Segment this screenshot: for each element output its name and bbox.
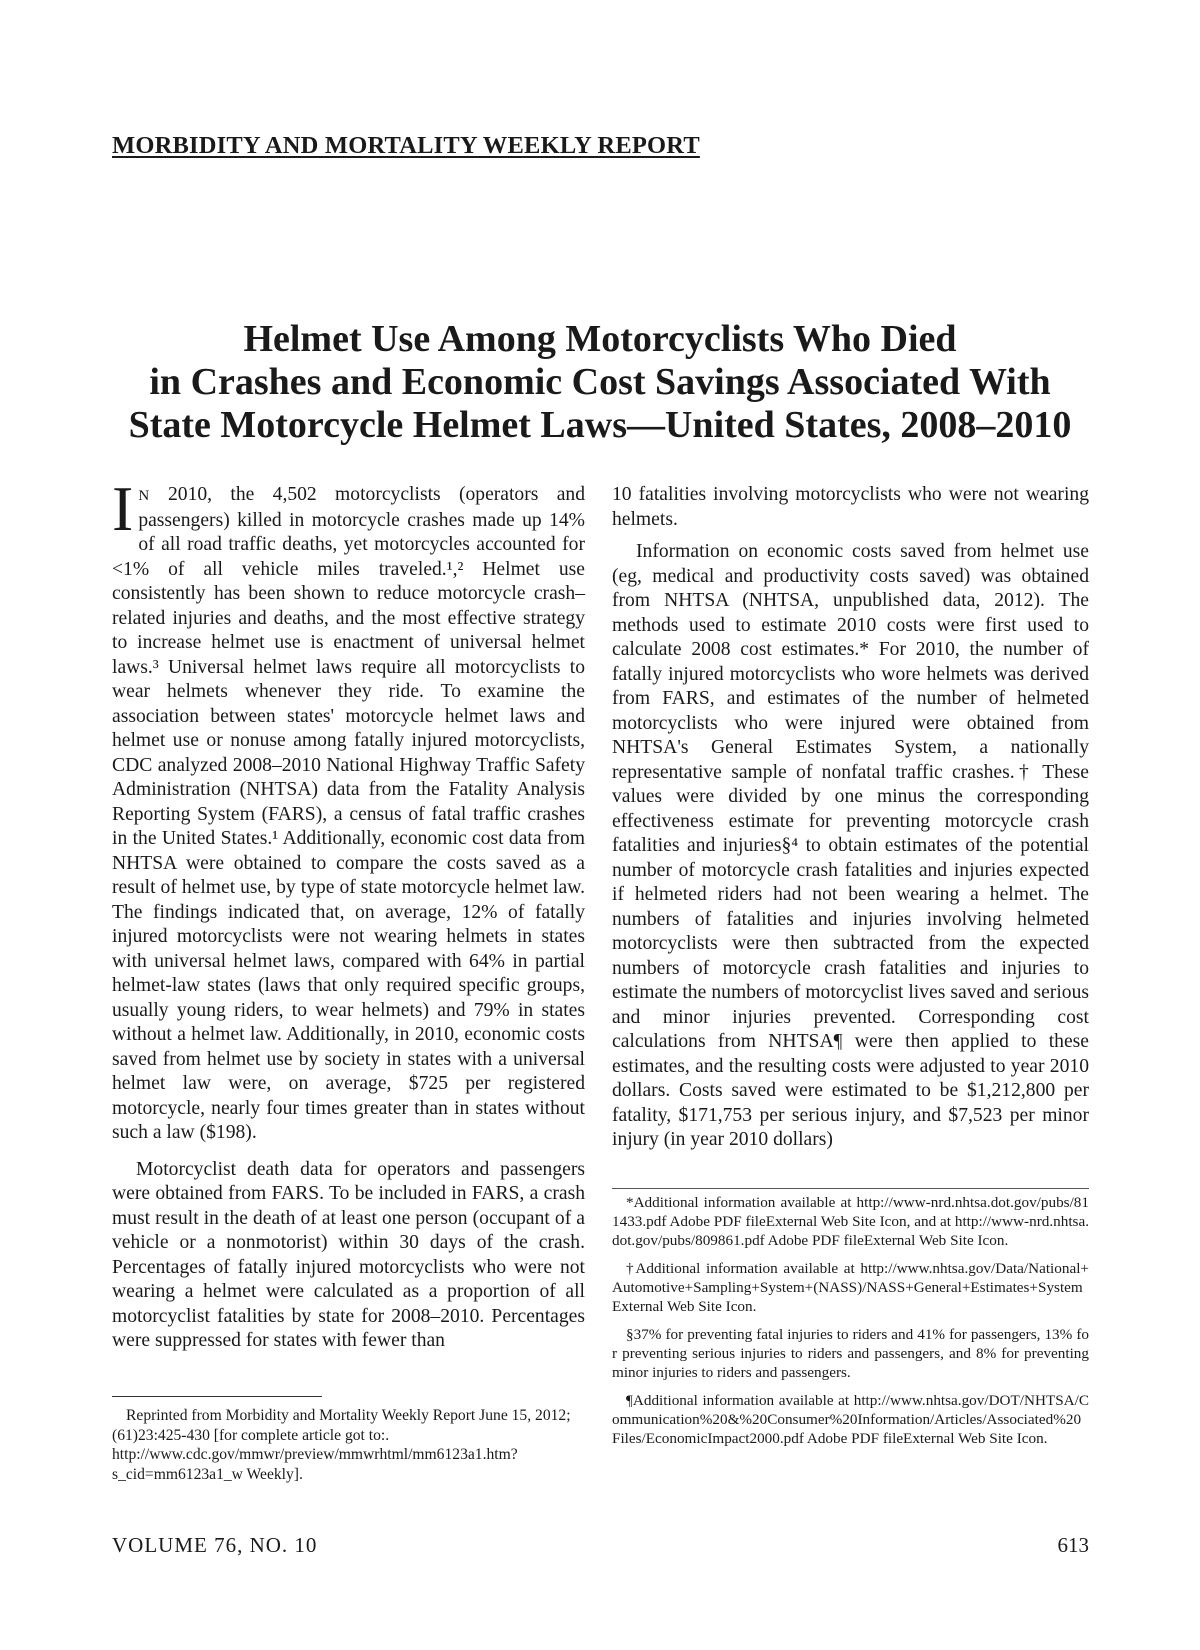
right-column xyxy=(612,483,1089,1153)
body-paragraph xyxy=(112,473,585,1146)
footnote: §37% for preventing fatal injuries to riders and 41% for passengers, 13% for preventing serious injuries to riders and passengers, and 8% for preventing minor injuries to riders and passengers. xyxy=(612,1326,1089,1381)
footnote: *Additional information available at http://www-nrd.nhtsa.dot.gov/pubs/811433.pdf Adobe PDF fileExternal Web Site Icon, and at http://www-nrd.nhtsa.dot.gov/pubs/809861.pdf Adobe PDF fileExternal Web Site Icon. xyxy=(612,1194,1089,1249)
title-line: in Crashes and Economic Cost Savings Associated With xyxy=(149,361,1051,403)
article-title xyxy=(0,318,1200,447)
paragraph-text: 2010, the 4,502 motorcyclists (operators and passengers) killed in motorcycle crashes made up 14% of all road traffic deaths, yet motorcycles accounted for <1% of all vehicle miles traveled.¹,² Helmet use consistently has been shown to reduce motorcycle crash–related injuries and deaths, and the most effective strategy to increase helmet use is enactment of universal helmet laws.³ Universal helmet laws require all motorcyclists to wear helmets whenever they ride. To examine the association between states' motorcycle helmet laws and helmet use or nonuse among fatally injured motorcyclists, CDC analyzed 2008–2010 National Highway Traffic Safety Administration (NHTSA) data from the Fatality Analysis Reporting System (FARS), a census of fatal traffic crashes in the United States.¹ Additionally, economic cost data from NHTSA were obtained to compare the costs saved as a result of helmet use, by type of state motorcycle helmet law. The findings indicated that, on average, 12% of fatally injured motorcyclists were not wearing helmets in states with universal helmet laws, compared with 64% in partial helmet-law states (laws that only required specific groups, usually young riders, to wear helmets) and 79% in states without a helmet law. Additionally, in 2010, economic costs saved from helmet use by society in states with a universal helmet law were, on average, $725 per registered motorcycle, nearly four times greater than in states without such a law ($198). xyxy=(112,484,585,1143)
footnotes xyxy=(612,1193,1089,1457)
title-line: State Motorcycle Helmet Laws—United States, 2008–2010 xyxy=(128,404,1072,446)
drop-cap: I xyxy=(112,473,134,544)
title-line: Helmet Use Among Motorcyclists Who Died xyxy=(243,318,957,360)
running-head: MORBIDITY AND MORTALITY WEEKLY REPORT xyxy=(112,132,700,159)
footnote-divider xyxy=(612,1188,1089,1189)
page-number: 613 xyxy=(1057,1533,1089,1557)
reprint-divider xyxy=(112,1396,322,1397)
body-paragraph: Motorcyclist death data for operators and passengers were obtained from FARS. To be included in FARS, a crash must result in the death of at least one person (occupant of a vehicle or a nonmotorist) within 30 days of the crash. Percentages of fatally injured motorcyclists who were not wearing a helmet were calculated as a proportion of all motorcyclist fatalities by state for 2008–2010. Percentages were suppressed for states with fewer than xyxy=(112,1158,585,1351)
body-paragraph: Information on economic costs saved from helmet use (eg, medical and productivity costs saved) was obtained from NHTSA (NHTSA, unpublished data, 2012). The methods used to estimate 2010 costs were first used to calculate 2008 cost estimates.* For 2010, the number of fatally injured motorcyclists who wore helmets was derived from FARS, and estimates of the number of helmeted motorcyclists who were injured were obtained from NHTSA's General Estimates System, a nationally representative sample of nonfatal traffic crashes.† These values were divided by one minus the corresponding effectiveness estimate for preventing motorcycle crash fatalities and injuries§⁴ to obtain estimates of the potential number of motorcycle crash fatalities and injuries expected if helmeted riders had not been wearing a helmet. The numbers of fatalities and injuries involving helmeted motorcyclists were then subtracted from the expected numbers of motorcycle crash fatalities and injuries to estimate the numbers of motorcyclist lives saved and serious and minor injuries prevented. Corresponding cost calculations from NHTSA¶ were then applied to these estimates, and the resulting costs were adjusted to year 2010 dollars. Costs saved were estimated to be $1,212,800 per fatality, $171,753 per serious injury, and $7,523 per minor injury (in year 2010 dollars) xyxy=(612,541,1089,1150)
footnote: †Additional information available at http://www.nhtsa.gov/Data/National+Automotive+Sampling+System+(NASS)/NASS+General+Estimates+SystemExternal Web Site Icon. xyxy=(612,1260,1089,1315)
left-column xyxy=(112,473,585,1354)
footnote: ¶Additional information available at http://www.nhtsa.gov/DOT/NHTSA/Communication%20&%20Consumer%20Information/Articles/Associated%20Files/EconomicImpact2000.pdf Adobe PDF fileExternal Web Site Icon. xyxy=(612,1392,1089,1447)
lead-smallcaps: N xyxy=(138,488,150,504)
reprint-note: Reprinted from Morbidity and Mortality Weekly Report June 15, 2012; (61)23:425-430 [for complete article got to:. http://www.cdc.gov/mmwr/preview/mmwrhtml/mm6123a1.htm?s_cid=mm6123a1_w Weekly]. xyxy=(112,1407,571,1483)
volume-label: VOLUME 76, NO. 10 xyxy=(112,1533,318,1557)
body-paragraph: 10 fatalities involving motorcyclists who were not wearing helmets. xyxy=(612,484,1089,530)
